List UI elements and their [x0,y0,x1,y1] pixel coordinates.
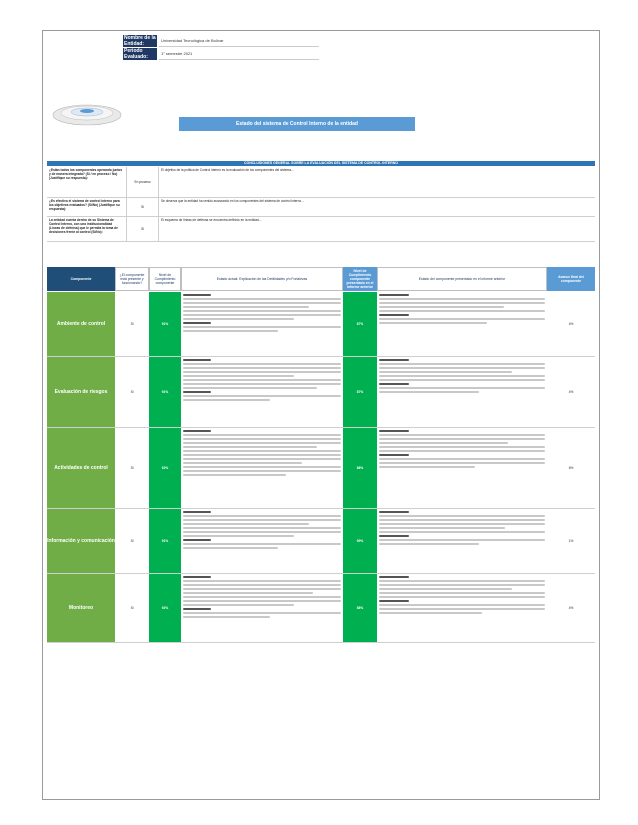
component-present: Si [130,606,134,610]
question-justification: El esquema de líneas de defensa se encuentra definido en la entidad... [161,218,262,222]
component-name: Información y comunicación [47,509,115,573]
component-status-text [181,428,343,508]
col-present: ¿El componente está presente y funcionando? [115,267,149,291]
component-advance: 4% [568,390,574,394]
component-row [47,574,595,643]
component-present: Si [130,539,134,543]
col-advance: Avance final del componente [547,267,595,291]
component-name: Evaluación de riesgos [47,357,115,427]
question-row [47,167,595,198]
question-answer: En proceso [127,167,159,197]
entity-label: Nombre de la Entidad: [124,35,156,47]
component-prev-status-text [377,428,547,508]
component-prev-status-text [377,509,547,573]
col-level: Nivel de Cumplimiento componente [149,267,181,291]
mipg-wheel-logo [47,33,123,127]
component-level: 92% [149,574,181,642]
question-text: ¿Están todos los componentes operando juntos y de manera integrada? (Si / en proceso / No) (Justifique su respuesta): [47,167,127,197]
component-row [47,428,595,509]
component-status-text [181,509,343,573]
component-advance: 4% [568,606,574,610]
question-text: La entidad cuenta dentro de su Sistema de Control Interno, con una institucionalidad (Líneas de defensa) que le permita la toma de decisiones frente al control (Si/No): [47,217,127,241]
component-level-prev: 87% [343,357,377,427]
component-advance: 6% [568,466,574,470]
component-row [47,357,595,428]
component-present: Si [130,466,134,470]
question-answer: Si [127,217,159,241]
component-level: 91% [149,357,181,427]
question-row [47,198,595,217]
component-present: Si [130,390,134,394]
component-advance: 1% [568,539,574,543]
col-status: Estado actual: Explicación de las Debilidades y/o Fortalezas [181,267,343,291]
component-prev-status-text [377,292,547,356]
question-answer: Si [127,198,159,216]
question-row [47,217,595,242]
col-component: Componente [47,267,115,291]
report-page [42,30,600,800]
component-level-prev: 86% [343,428,377,508]
component-level: 91% [149,292,181,356]
col-prev-status: Estado del componente presentado en el informe anterior [377,267,547,291]
component-status-text [181,292,343,356]
component-advance: 4% [568,322,574,326]
component-name: Monitoreo [47,574,115,642]
component-level-prev: 87% [343,292,377,356]
component-prev-status-text [377,357,547,427]
col-level-prev: Nivel de Cumplimiento componente presentado en el informe anterior [343,267,377,291]
question-justification: Se observa que la entidad ha venido avanzando en los componentes del sistema de control interno... [161,199,304,203]
question-justification: El objetivo de la política de Control Interno es la evaluación de los componentes del sistema... [161,168,294,172]
section-title: CONCLUSIONES GENERAL SOBRE LA EVALUACIÓN DEL SISTEMA DE CONTROL INTERNO [47,161,595,166]
component-level: 92% [149,428,181,508]
component-status-text [181,574,343,642]
component-status-text [181,357,343,427]
component-row [47,292,595,357]
component-level-prev: 90% [343,509,377,573]
entity-value: Universidad Tecnológica de Bolívar [159,35,319,47]
report-banner: Estado del sistema de Control Interno de la entidad [179,117,415,131]
component-row [47,509,595,574]
component-name: Actividades de control [47,428,115,508]
component-name: Ambiente de control [47,292,115,356]
component-level: 91% [149,509,181,573]
period-label: Periodo Evaluado: [123,48,157,60]
question-text: ¿Es efectivo el sistema de control interno para los objetivos evaluados? (Si/No) (Justifique su respuesta): [47,198,127,216]
component-present: Si [130,322,134,326]
component-prev-status-text [377,574,547,642]
component-level-prev: 88% [343,574,377,642]
period-value: 1° semestre 2021 [159,48,319,60]
